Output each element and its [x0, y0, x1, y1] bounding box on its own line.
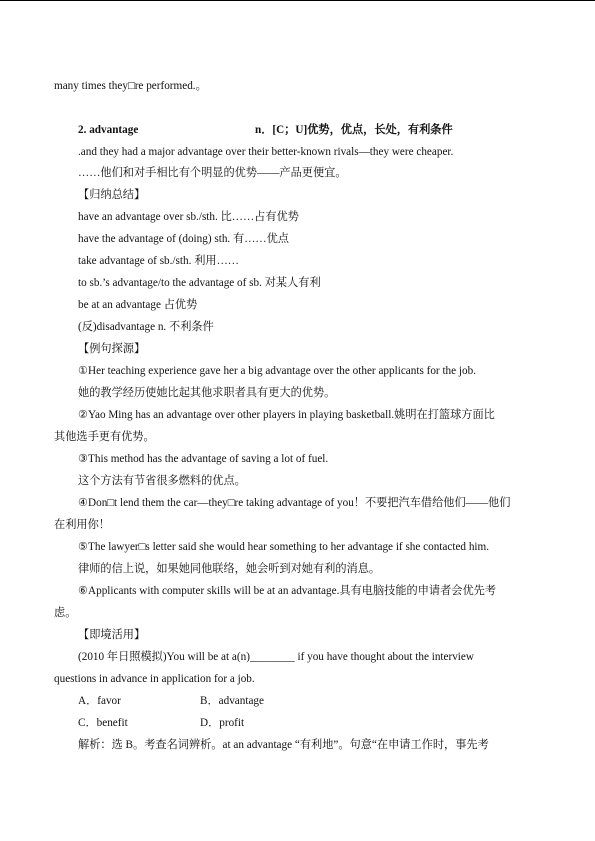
practice-label: 【即境活用】 [78, 629, 146, 641]
example-sentence-1-zh: 她的教学经历使她比起其他求职者具有更大的优势。 [78, 387, 336, 399]
entry-heading: 2. advantage [78, 124, 139, 136]
option-a: A．favor [78, 695, 121, 707]
summary-label: 【归纳总结】 [78, 189, 146, 201]
summary-item: have the advantage of (doing) sth. 有……优点 [78, 233, 289, 245]
option-b: B．advantage [200, 695, 264, 707]
example-sentence-1-en: ①Her teaching experience gave her a big advantage over the other applicants for the job. [78, 365, 476, 377]
example-sentence-2: ②Yao Ming has an advantage over other players in playing basketball.姚明在打篮球方面比 [78, 409, 495, 421]
example-sentence-4: ④Don□t lend them the car—they□re taking advantage of you！不要把汽车借给他们——他们 [78, 497, 511, 509]
example-sentence-5-zh: 律师的信上说，如果她同他联络，她会听到对她有利的消息。 [78, 563, 381, 575]
example-sentence-4-cont: 在利用你！ [54, 519, 110, 531]
entry-example-en: .and they had a major advantage over their better-known rivals—they were cheaper. [78, 146, 454, 158]
example-sentence-2-cont: 其他选手更有优势。 [54, 431, 155, 443]
option-c: C．benefit [78, 717, 128, 729]
entry-definition: n．[C；U]优势，优点，长处，有利条件 [255, 124, 453, 136]
example-sentence-6-cont: 虑。 [54, 607, 77, 619]
analysis-text: 解析：选 B。考查名词辨析。at an advantage “有利地”。句意“在申请工作时，事先考 [78, 739, 489, 751]
summary-item: (反)disadvantage n. 不利条件 [78, 321, 214, 333]
example-sentence-3-en: ③This method has the advantage of saving a lot of fuel. [78, 453, 329, 465]
summary-item: be at an advantage 占优势 [78, 299, 198, 311]
example-sentence-6: ⑥Applicants with computer skills will be at an advantage.具有电脑技能的申请者会优先考 [78, 585, 497, 597]
carry-over-text: many times they□re performed.。 [54, 80, 207, 92]
entry-example-zh: ……他们和对手相比有个明显的优势——产品更便宜。 [78, 167, 347, 179]
practice-question: (2010 年日照模拟)You will be at a(n)________ if you have thought about the interview [78, 651, 474, 663]
practice-question-cont: questions in advance in application for a job. [54, 673, 255, 685]
entry-heading-line [78, 123, 538, 138]
summary-item: take advantage of sb./sth. 利用…… [78, 255, 239, 267]
example-sentence-3-zh: 这个方法有节省很多燃料的优点。 [78, 475, 246, 487]
example-sentence-5-en: ⑤The lawyer□s letter said she would hear something to her advantage if she contacted him. [78, 541, 490, 553]
option-d: D．profit [200, 717, 245, 729]
examples-label: 【例句探源】 [78, 343, 146, 355]
summary-item: to sb.’s advantage/to the advantage of sb. 对某人有利 [78, 277, 321, 289]
summary-item: have an advantage over sb./sth. 比……占有优势 [78, 211, 299, 223]
header-rule [0, 0, 595, 1]
